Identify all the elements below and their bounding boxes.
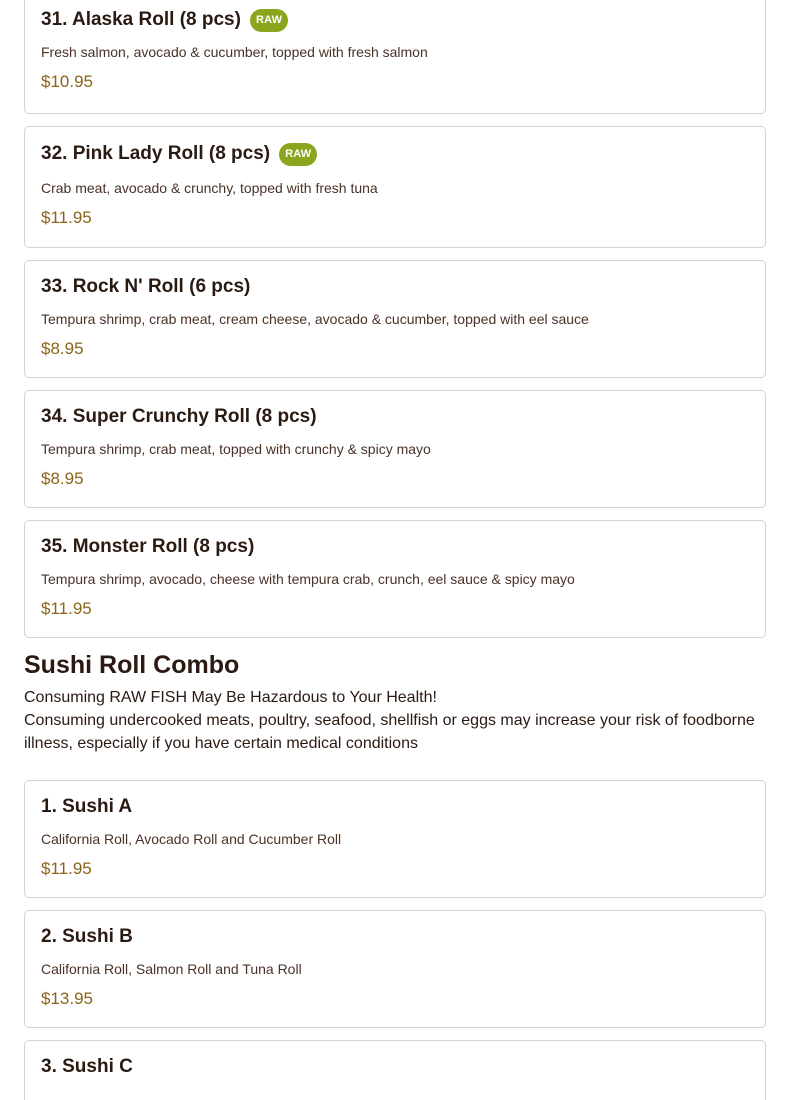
item-title: 31. Alaska Roll (8 pcs) xyxy=(41,9,241,30)
item-title: 32. Pink Lady Roll (8 pcs) xyxy=(41,143,271,164)
menu-item-sushi-a[interactable] xyxy=(24,780,766,898)
item-title: 33. Rock N' Roll (6 pcs) xyxy=(41,276,251,297)
item-price: $8.95 xyxy=(41,469,84,488)
item-description: Tempura shrimp, avocado, cheese with tempura crab, crunch, eel sauce & spicy mayo xyxy=(41,571,575,587)
item-description: Tempura shrimp, crab meat, topped with crunchy & spicy mayo xyxy=(41,441,431,457)
menu-item-pink-lady-roll[interactable] xyxy=(24,126,766,248)
item-price: $11.95 xyxy=(41,859,92,878)
item-price: $10.95 xyxy=(41,72,93,91)
menu-item-rock-n-roll[interactable] xyxy=(24,260,766,378)
item-description: California Roll, Salmon Roll and Tuna Roll xyxy=(41,961,302,977)
menu-item-super-crunchy-roll[interactable] xyxy=(24,390,766,508)
item-price: $8.95 xyxy=(41,339,84,358)
item-description: Fresh salmon, avocado & cucumber, topped with fresh salmon xyxy=(41,44,428,60)
item-description: Crab meat, avocado & crunchy, topped with fresh tuna xyxy=(41,180,378,196)
section-title: Sushi Roll Combo xyxy=(24,651,240,679)
item-description: California Roll, Avocado Roll and Cucumber Roll xyxy=(41,831,342,847)
raw-badge: RAW xyxy=(279,143,317,166)
item-description: Tempura shrimp, crab meat, cream cheese, avocado & cucumber, topped with eel sauce xyxy=(41,311,589,327)
item-title: 1. Sushi A xyxy=(41,796,133,817)
item-title: 34. Super Crunchy Roll (8 pcs) xyxy=(41,406,317,427)
raw-badge: RAW xyxy=(250,9,288,32)
menu-item-sushi-b[interactable] xyxy=(24,910,766,1028)
menu-item-monster-roll[interactable] xyxy=(24,520,766,638)
item-title: 3. Sushi C xyxy=(41,1056,133,1077)
menu-item-sushi-c[interactable] xyxy=(24,1040,766,1100)
item-title: 2. Sushi B xyxy=(41,926,133,947)
item-title: 35. Monster Roll (8 pcs) xyxy=(41,536,255,557)
item-price: $13.95 xyxy=(41,989,93,1008)
item-price: $11.95 xyxy=(41,208,92,227)
item-price: $11.95 xyxy=(41,599,92,618)
foodborne-illness-notice: Consuming undercooked meats, poultry, seafood, shellfish or eggs may increase your risk of foodborne illness, especially if you have certain medical conditions xyxy=(24,712,755,752)
raw-fish-warning: Consuming RAW FISH May Be Hazardous to Your Health! xyxy=(24,689,437,706)
menu-item-alaska-roll[interactable] xyxy=(24,0,766,114)
